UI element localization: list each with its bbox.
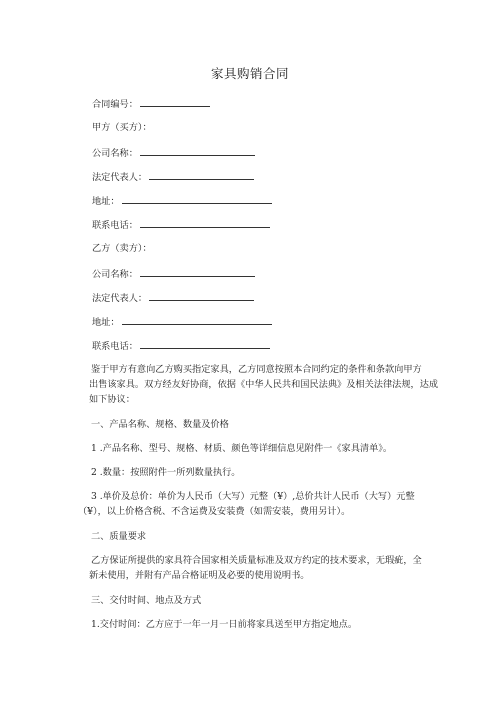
party-a-company-label: 公司名称： — [92, 148, 138, 159]
party-b-representative-label: 法定代表人： — [92, 293, 148, 304]
party-a-representative-label: 法定代表人： — [92, 172, 148, 183]
party-b-representative-blank[interactable] — [149, 292, 254, 301]
preamble-line-1: 鉴于甲方有意向乙方购买指定家具，乙方同意按照本合同约定的条件和条款向甲方 — [91, 364, 422, 375]
section-3-heading: 三、交付时间、地点及方式 — [91, 595, 202, 606]
party-b-phone-field — [92, 340, 270, 353]
section-1-heading: 一、产品名称、规格、数量及价格 — [91, 419, 229, 430]
party-b-address-label: 地址： — [92, 317, 120, 328]
party-b-company-field — [92, 268, 255, 281]
party-b-company-label: 公司名称： — [92, 269, 138, 280]
party-b-phone-blank[interactable] — [140, 340, 270, 349]
party-a-representative-field — [92, 171, 254, 184]
party-b-company-blank[interactable] — [140, 268, 255, 277]
party-b-address-blank[interactable] — [122, 316, 272, 325]
party-a-address-label: 地址： — [92, 196, 120, 207]
party-a-phone-label: 联系电话： — [92, 220, 138, 231]
party-b-address-field — [92, 316, 272, 329]
party-a-address-field — [92, 195, 272, 208]
party-a-representative-blank[interactable] — [149, 171, 254, 180]
party-a-label: 甲方（买方）： — [92, 122, 152, 133]
party-b-representative-field — [92, 292, 254, 305]
party-a-phone-field — [92, 219, 270, 232]
party-b-label: 乙方（卖方）： — [92, 243, 152, 254]
section-2-heading: 二、质量要求 — [91, 531, 147, 542]
party-a-heading — [92, 122, 152, 134]
section-2-line-2: 新未使用，并附有产品合格证明及必要的使用说明书。 — [89, 570, 310, 581]
party-b-phone-label: 联系电话： — [92, 341, 138, 352]
contract-number-label: 合同编号： — [92, 99, 138, 110]
party-a-company-blank[interactable] — [140, 147, 255, 156]
section-3-item-1: 1.交付时间：乙方应于一年一月一日前将家具送至甲方指定地点。 — [91, 619, 358, 630]
section-1-item-3-line-2: （¥），以上价格含税、不含运费及安装费（如需安装，费用另计）。 — [78, 506, 351, 517]
party-a-phone-blank[interactable] — [140, 219, 270, 228]
document-title: 家具购销合同 — [210, 66, 289, 81]
preamble-line-2: 出售该家具。双方经友好协商，依据《中华人民共和国民法典》及相关法律法规，达成 — [89, 379, 439, 390]
contract-number-field — [92, 98, 210, 111]
section-1-item-2: 2 .数量：按照附件一所列数量执行。 — [91, 467, 241, 478]
section-2-line-1: 乙方保证所提供的家具符合国家相关质量标准及双方约定的技术要求，无瑕疵，全 — [91, 555, 422, 566]
contract-number-blank[interactable] — [140, 98, 210, 107]
party-b-heading — [92, 243, 152, 255]
party-a-address-blank[interactable] — [122, 195, 272, 204]
party-a-company-field — [92, 147, 255, 160]
section-1-item-1: 1 .产品名称、型号、规格、材质、颜色等详细信息见附件一《家具清单》。 — [91, 443, 393, 454]
preamble-line-3: 如下协议： — [89, 394, 135, 405]
section-1-item-3-line-1: 3 .单价及总价：单价为人民币（大写）元整（¥）,总价共计人民币（大写）元整 — [91, 491, 415, 502]
